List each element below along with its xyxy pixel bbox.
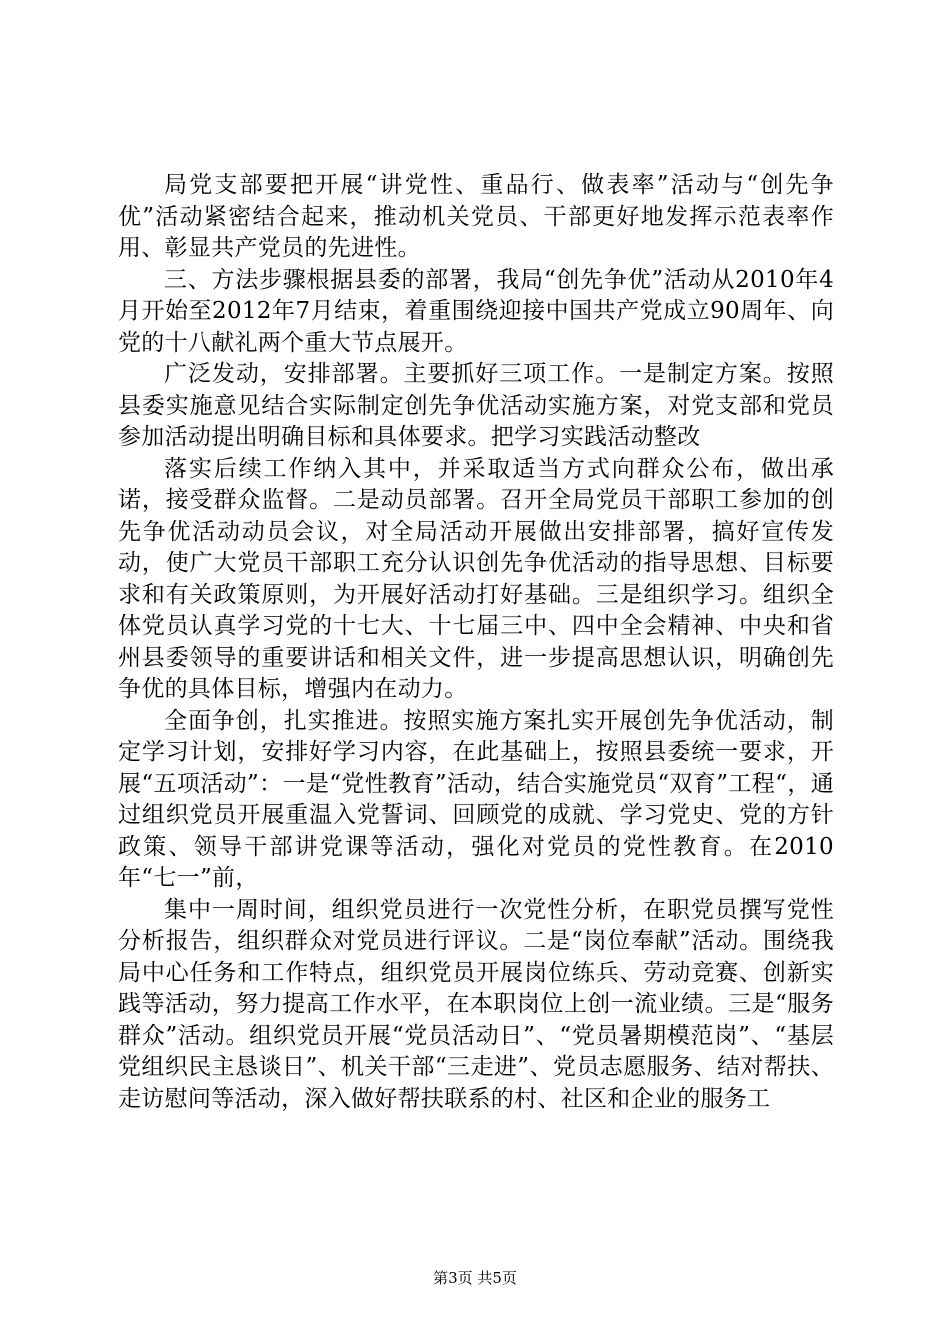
document-body [118,170,834,1115]
paragraph: 落实后续工作纳入其中，并采取适当方式向群众公布，做出承诺，接受群众监督。二是动员部署。召开全局党员干部职工参加的创先争优活动动员会议，对全局活动开展做出安排部署，搞好宣传发动，使广大党员干部职工充分认识创先争优活动的指导思想、目标要求和有关政策原则，为开展好活动打好基础。三是组织学习。组织全体党员认真学习党的十七大、十七届三中、四中全会精神、中央和省州县委领导的重要讲话和相关文件，进一步提高思想认识，明确创先争优的具体目标，增强内在动力。 [118,455,834,702]
paragraph: 三、方法步骤根据县委的部署，我局“创先争优”活动从2010年4月开始至2012年7月结束，着重围绕迎接中国共产党成立90周年、向党的十八献礼两个重大节点展开。 [118,266,834,356]
page-footer: 第3页 共5页 [433,1269,517,1287]
paragraph: 集中一周时间，组织党员进行一次党性分析，在职党员撰写党性分析报告，组织群众对党员进行评议。二是“岗位奉献”活动。围绕我局中心任务和工作特点，组织党员开展岗位练兵、劳动竞赛、创新实践等活动，努力提高工作水平，在本职岗位上创一流业绩。三是“服务群众”活动。组织党员开展“党员活动日”、“党员暑期模范岗”、“基层党组织民主恳谈日”、机关干部“三走进”、党员志愿服务、结对帮扶、走访慰问等活动，深入做好帮扶联系的村、社区和企业的服务工 [118,896,834,1112]
paragraph: 广泛发动，安排部署。主要抓好三项工作。一是制定方案。按照县委实施意见结合实际制定创先争优活动实施方案，对党支部和党员参加活动提出明确目标和具体要求。把学习实践活动整改 [118,361,834,450]
paragraph: 局党支部要把开展“讲党性、重品行、做表率”活动与“创先争优”活动紧密结合起来，推动机关党员、干部更好地发挥示范表率作用、彰显共产党员的先进性。 [118,172,834,261]
paragraph: 全面争创，扎实推进。按照实施方案扎实开展创先争优活动，制定学习计划，安排好学习内容，在此基础上，按照县委统一要求，开展“五项活动”：一是“党性教育”活动，结合实施党员“双育”工程“，通过组织党员开展重温入党誓词、回顾党的成就、学习党史、党的方针政策、领导干部讲党课等活动，强化对党员的党性教育。在2010年“七一”前， [118,707,834,891]
